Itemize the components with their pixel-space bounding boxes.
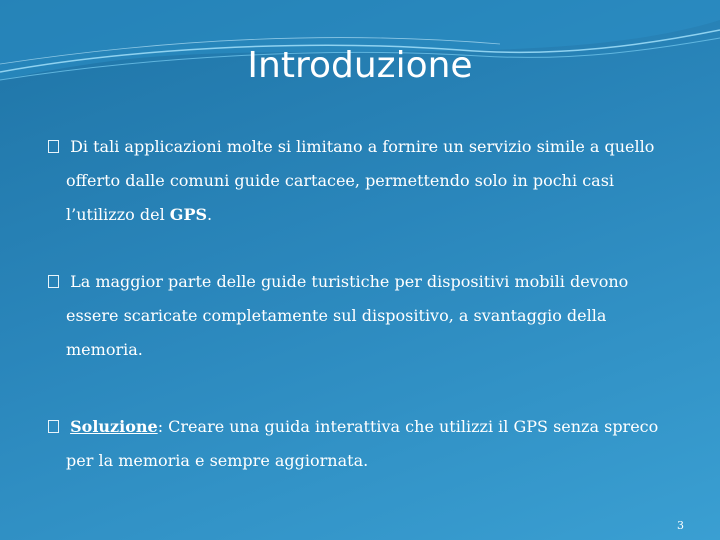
bullet-item-guides xyxy=(48,265,676,367)
bullet-item-solution xyxy=(48,410,676,478)
bullet-box-icon xyxy=(48,275,59,288)
bullet-text: offerto dalle comuni guide cartacee, permettendo solo in pochi casi xyxy=(66,171,615,190)
bullet-box-icon xyxy=(48,420,59,433)
slide-title: Introduzione xyxy=(247,45,473,86)
bullet-text: per la memoria e sempre aggiornata. xyxy=(66,451,369,470)
bullet-text: : Creare una guida interattiva che utilizzi il GPS senza spreco xyxy=(157,417,659,436)
bullet-text: essere scaricate completamente sul dispositivo, a svantaggio della xyxy=(66,306,607,325)
bullet-box-icon xyxy=(48,140,59,153)
bullet-item-apps xyxy=(48,130,676,232)
page-number: 3 xyxy=(677,519,684,532)
bullet-text: La maggior parte delle guide turistiche per dispositivi mobili devono xyxy=(70,272,629,291)
gps-emphasis: GPS xyxy=(169,205,208,224)
bullet-text: . xyxy=(207,205,213,224)
bullet-text: Di tali applicazioni molte si limitano a fornire un servizio simile a quello xyxy=(70,137,655,156)
solution-label: Soluzione xyxy=(70,417,158,436)
bullet-text: memoria. xyxy=(66,340,143,359)
bullet-text: l’utilizzo del xyxy=(66,205,170,224)
